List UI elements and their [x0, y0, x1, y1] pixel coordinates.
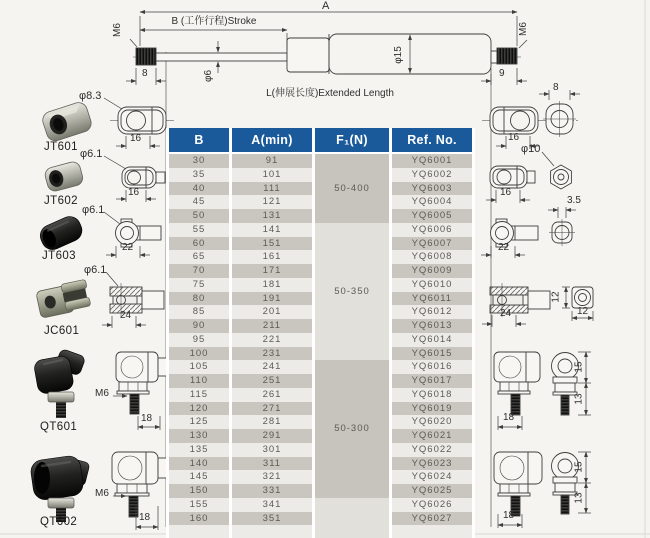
qt601-ring-height-label: 15 — [573, 361, 585, 373]
stroke-cell: 105 — [169, 360, 229, 374]
min-length-cell: 271 — [232, 402, 312, 416]
col-header-stroke: B — [169, 128, 229, 154]
ref-no-cell: YQ6012 — [392, 305, 472, 319]
jt603-photo — [37, 213, 86, 253]
dim-stroke-label: B (工作行程)Stroke — [171, 16, 257, 27]
min-length-cell: 141 — [232, 223, 312, 237]
min-length-cell: 231 — [232, 347, 312, 361]
jt603-end-width-label: 3.5 — [567, 195, 581, 206]
min-length-cell: 331 — [232, 484, 312, 498]
left-thread — [136, 48, 156, 65]
min-length-cell: 101 — [232, 168, 312, 182]
thread-right-length-label: 9 — [499, 68, 505, 79]
min-length-cell: 121 — [232, 195, 312, 209]
table-row — [169, 223, 472, 237]
stroke-cell: 125 — [169, 415, 229, 429]
stroke-cell: 150 — [169, 484, 229, 498]
jc601-end-width-label: 12 — [577, 306, 589, 317]
jt602-end-view — [542, 152, 571, 189]
min-length-cell: 321 — [232, 470, 312, 484]
min-length-cell: 341 — [232, 498, 312, 512]
min-length-cell: 281 — [232, 415, 312, 429]
qt601-photo — [33, 348, 86, 418]
stroke-cell: 140 — [169, 457, 229, 471]
ref-no-cell — [392, 525, 472, 538]
ref-no-cell: YQ6017 — [392, 374, 472, 388]
jt602-bore-label: φ6.1 — [80, 148, 103, 160]
min-length-cell: 241 — [232, 360, 312, 374]
right-thread — [497, 48, 517, 64]
extended-length-label: L(伸展长度)Extended Length — [266, 88, 394, 99]
table-row — [169, 154, 472, 168]
table-row — [169, 498, 472, 512]
qt602-end-view — [552, 452, 592, 514]
stroke-cell: 100 — [169, 347, 229, 361]
qt601-thread-label: M6 — [95, 388, 109, 399]
stroke-cell: 135 — [169, 443, 229, 457]
qt602-length-label-left: 18 — [139, 512, 151, 523]
force-range-cell — [315, 498, 389, 538]
ref-no-cell: YQ6011 — [392, 292, 472, 306]
ref-no-cell: YQ6023 — [392, 457, 472, 471]
force-range-cell: 50-400 — [315, 154, 389, 223]
ref-no-cell: YQ6005 — [392, 209, 472, 223]
ref-no-cell: YQ6013 — [392, 319, 472, 333]
jt603-end-view — [548, 207, 576, 246]
min-length-cell: 291 — [232, 429, 312, 443]
min-length-cell: 131 — [232, 209, 312, 223]
piston-rod — [156, 53, 287, 61]
eyelet-right-length-label: 16 — [508, 132, 520, 143]
tube-diameter-label: φ15 — [392, 46, 404, 64]
stroke-cell — [169, 525, 229, 538]
guide-housing — [287, 38, 329, 72]
stroke-cell: 60 — [169, 237, 229, 251]
ref-no-cell: YQ6004 — [392, 195, 472, 209]
jc601-side-drawing-left — [102, 272, 164, 328]
min-length-cell: 91 — [232, 154, 312, 168]
ref-no-cell: YQ6003 — [392, 182, 472, 196]
stroke-cell: 85 — [169, 305, 229, 319]
ref-no-cell: YQ6008 — [392, 250, 472, 264]
min-length-cell: 301 — [232, 443, 312, 457]
jt603-name-label: JT603 — [42, 250, 76, 262]
ref-no-cell: YQ6024 — [392, 470, 472, 484]
ref-no-cell: YQ6019 — [392, 402, 472, 416]
stroke-cell: 50 — [169, 209, 229, 223]
ref-no-cell: YQ6027 — [392, 512, 472, 526]
stroke-cell: 45 — [169, 195, 229, 209]
stroke-cell: 110 — [169, 374, 229, 388]
qt602-stud-length-label: 13 — [573, 492, 585, 504]
ref-no-cell: YQ6014 — [392, 333, 472, 347]
min-length-cell: 221 — [232, 333, 312, 347]
min-length-cell — [232, 525, 312, 538]
jc601-name-label: JC601 — [44, 325, 80, 337]
jc601-length-label-right: 24 — [500, 308, 512, 319]
stroke-cell: 35 — [169, 168, 229, 182]
stroke-cell: 55 — [169, 223, 229, 237]
ref-no-cell: YQ6018 — [392, 388, 472, 402]
qt601-length-label-right: 18 — [503, 412, 515, 423]
ref-no-cell: YQ6001 — [392, 154, 472, 168]
min-length-cell: 251 — [232, 374, 312, 388]
jt602-length-label-right: 16 — [500, 187, 512, 198]
qt601-stud-length-label: 13 — [573, 393, 585, 405]
ref-no-cell: YQ6016 — [392, 360, 472, 374]
stroke-cell: 75 — [169, 278, 229, 292]
min-length-cell: 171 — [232, 264, 312, 278]
min-length-cell: 351 — [232, 512, 312, 526]
jt602-length-label-left: 16 — [128, 187, 140, 198]
stroke-cell: 130 — [169, 429, 229, 443]
eyelet-end-view — [543, 101, 576, 137]
spec-table — [166, 128, 475, 538]
stroke-cell: 40 — [169, 182, 229, 196]
qt602-length-label-right: 18 — [503, 510, 515, 521]
stroke-cell: 30 — [169, 154, 229, 168]
stroke-cell: 95 — [169, 333, 229, 347]
jt601-bore-label: φ8.3 — [79, 90, 102, 102]
min-length-cell: 201 — [232, 305, 312, 319]
min-length-cell: 161 — [232, 250, 312, 264]
jt602-name-label: JT602 — [44, 195, 78, 207]
col-header-force: F₁(N) — [315, 128, 389, 154]
eyelet-left-length-label: 16 — [130, 133, 142, 144]
jt603-bore-label: φ6.1 — [82, 204, 105, 216]
thread-left-length-label: 8 — [142, 68, 148, 79]
min-length-cell: 181 — [232, 278, 312, 292]
right-eyelet-side-drawing — [490, 107, 538, 134]
table-row — [169, 360, 472, 374]
jt601-photo — [40, 100, 93, 143]
stroke-cell: 160 — [169, 512, 229, 526]
min-length-cell: 191 — [232, 292, 312, 306]
jc601-bore-label: φ6.1 — [84, 264, 107, 276]
qt602-name-label: QT602 — [40, 516, 78, 528]
stroke-cell: 65 — [169, 250, 229, 264]
thread-left-label: M6 — [111, 23, 123, 37]
jc601-photo — [35, 279, 91, 318]
stroke-cell: 145 — [169, 470, 229, 484]
ref-no-cell: YQ6021 — [392, 429, 472, 443]
jt603-length-label-left: 22 — [122, 242, 134, 253]
qt601-length-label-left: 18 — [141, 413, 153, 424]
force-range-cell: 50-300 — [315, 360, 389, 498]
stroke-cell: 120 — [169, 402, 229, 416]
qt602-photo — [29, 455, 90, 522]
ref-no-cell: YQ6009 — [392, 264, 472, 278]
thread-right-label: M6 — [517, 22, 529, 36]
left-strip-drawings — [102, 156, 168, 530]
ref-no-cell: YQ6007 — [392, 237, 472, 251]
col-header-min-length: A(min) — [232, 128, 312, 154]
qt602-thread-label: M6 — [95, 488, 109, 499]
ref-no-cell: YQ6006 — [392, 223, 472, 237]
min-length-cell: 211 — [232, 319, 312, 333]
stroke-cell: 155 — [169, 498, 229, 512]
jt601-side-drawing — [118, 107, 166, 134]
min-length-cell: 261 — [232, 388, 312, 402]
jc601-end-height-label: 12 — [550, 291, 562, 303]
qt601-side-drawing-right — [494, 352, 540, 430]
min-length-cell: 311 — [232, 457, 312, 471]
jt603-length-label-right: 22 — [498, 242, 510, 253]
qt601-name-label: QT601 — [40, 421, 78, 433]
jt603-side-drawing-right — [481, 219, 538, 258]
col-header-ref-no: Ref. No. — [392, 128, 472, 154]
ref-no-cell: YQ6020 — [392, 415, 472, 429]
dim-total-label: A — [322, 0, 330, 12]
jc601-side-drawing-right — [482, 283, 550, 327]
min-length-cell: 111 — [232, 182, 312, 196]
eyelet-end-width-label: 8 — [553, 82, 559, 93]
jt601-name-label: JT601 — [44, 141, 78, 153]
spec-table-body — [169, 154, 472, 538]
ref-no-cell: YQ6002 — [392, 168, 472, 182]
spec-table-header-row — [169, 128, 472, 154]
stroke-cell: 80 — [169, 292, 229, 306]
jt602-end-bore-label: φ10 — [521, 143, 541, 155]
stroke-cell: 115 — [169, 388, 229, 402]
rod-diameter-label: φ6 — [203, 69, 215, 83]
qt602-side-drawing-right — [494, 452, 542, 528]
ref-no-cell: YQ6015 — [392, 347, 472, 361]
jt602-photo — [43, 160, 84, 192]
jc601-length-label-left: 24 — [120, 310, 132, 321]
ref-no-cell: YQ6026 — [392, 498, 472, 512]
stroke-cell: 90 — [169, 319, 229, 333]
qt602-ring-height-label: 15 — [573, 461, 585, 473]
stroke-cell: 70 — [169, 264, 229, 278]
ref-no-cell: YQ6010 — [392, 278, 472, 292]
fitting-photos — [29, 100, 93, 522]
force-range-cell: 50-350 — [315, 223, 389, 361]
min-length-cell: 151 — [232, 237, 312, 251]
ref-no-cell: YQ6025 — [392, 484, 472, 498]
qt601-end-view — [552, 352, 592, 415]
ref-no-cell: YQ6022 — [392, 443, 472, 457]
